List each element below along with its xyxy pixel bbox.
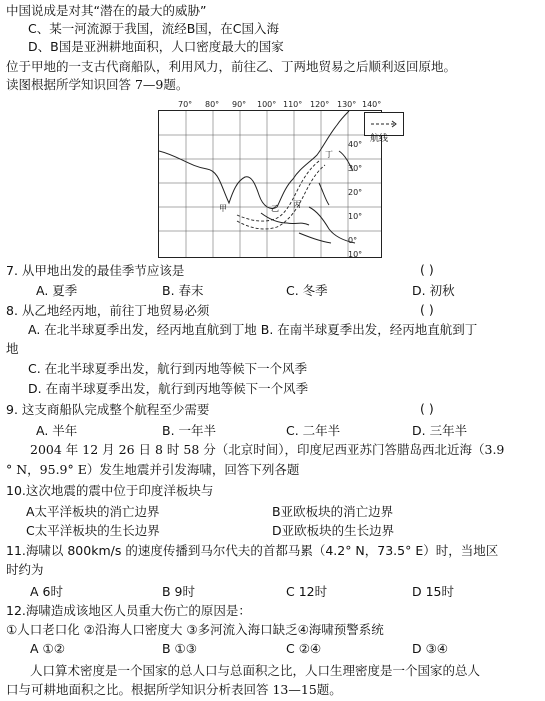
- q10-option-c: C太平洋板块的生长边界: [26, 523, 160, 538]
- place-label-bing: 丙: [293, 200, 301, 209]
- q9-option-b: B. 一年半: [162, 423, 217, 438]
- lat-tick: 0°: [348, 236, 358, 245]
- q10-option-d: D亚欧板块的生长边界: [272, 523, 395, 538]
- lon-tick: 100°: [257, 100, 277, 109]
- q10-option-b: B亚欧板块的消亡边界: [272, 504, 394, 519]
- lon-tick: 140°: [362, 100, 382, 109]
- question-9-stem: 9. 这支商船队完成整个航程至少需要: [6, 402, 210, 417]
- lat-tick: 20°: [348, 188, 363, 197]
- q7-option-b: B. 春末: [162, 283, 204, 298]
- lon-tick: 90°: [232, 100, 247, 109]
- option-d: D、B国是亚洲耕地面积，人口密度最大的国家: [28, 39, 284, 54]
- earthquake-intro-line2: ° N，95.9° E）发生地震并引发海啸，回答下列各题: [6, 462, 300, 477]
- q11-option-a: A 6时: [30, 584, 63, 599]
- question-10-stem: 10.这次地震的震中位于印度洋板块与: [6, 483, 214, 498]
- q8-option-a-b: A. 在北半球夏季出发，经丙地直航到丁地 B. 在南半球夏季出发，经丙地直航到丁: [28, 322, 478, 337]
- question-11-stem: 11.海啸以 800km/s 的速度传播到马尔代夫的首都马累（4.2° N，73.5° E）时，当地区: [6, 543, 499, 558]
- q9-option-a: A. 半年: [36, 423, 78, 438]
- lat-tick: 40°: [348, 140, 363, 149]
- lat-tick: 10°: [348, 250, 363, 259]
- q7-option-a: A. 夏季: [36, 283, 78, 298]
- answer-bracket: ( ): [420, 262, 434, 277]
- question-12-stem: 12.海啸造成该地区人员重大伤亡的原因是：: [6, 603, 251, 618]
- q12-option-d: D ③④: [412, 641, 449, 656]
- lon-tick: 120°: [310, 100, 330, 109]
- question-7-stem: 7. 从甲地出发的最佳季节应该是: [6, 263, 185, 278]
- density-intro-line2: 口与可耕地面积之比。根据所学知识分析表回答 13—15题。: [6, 682, 342, 697]
- option-c: C、某一河流源于我国，流经B国，在C国入海: [28, 21, 280, 36]
- q8-option-b-cont: 地: [6, 341, 19, 356]
- q11-option-c: C 12时: [286, 584, 328, 599]
- q8-option-c: C. 在北半球夏季出发，航行到丙地等候下一个风季: [28, 361, 308, 376]
- answer-bracket: ( ): [420, 401, 434, 416]
- place-label-ding: 丁: [325, 150, 333, 159]
- q8-option-d: D. 在南半球夏季出发，航行到丙地等候下一个风季: [28, 381, 309, 396]
- lat-tick: 30°: [348, 164, 363, 173]
- place-label-jia: 甲: [219, 204, 227, 213]
- q9-option-c: C. 二年半: [286, 423, 341, 438]
- map-question-instruction: 读图根据所学知识回答 7—9题。: [6, 77, 189, 92]
- q11-option-b: B 9时: [162, 584, 196, 599]
- q7-option-d: D. 初秋: [412, 283, 455, 298]
- map-question-intro: 位于甲地的一支古代商船队，利用风力，前往乙、丁两地贸易之后顺利返回原地。: [6, 59, 457, 74]
- q12-option-a: A ①②: [30, 641, 65, 656]
- density-intro-line1: 人口算术密度是一个国家的总人口与总面积之比，人口生理密度是一个国家的总人: [30, 663, 481, 678]
- place-label-yi: 乙: [271, 204, 279, 213]
- answer-bracket: ( ): [420, 302, 434, 317]
- earthquake-intro-line1: 2004 年 12 月 26 日 8 时 58 分（北京时间），印度尼西亚苏门答腊岛西北近海（3.9: [30, 442, 505, 457]
- lon-tick: 80°: [205, 100, 220, 109]
- lon-tick: 110°: [283, 100, 303, 109]
- question-11-stem-cont: 时约为: [6, 562, 44, 577]
- lon-tick: 70°: [178, 100, 193, 109]
- q12-option-c: C ②④: [286, 641, 322, 656]
- q11-option-d: D 15时: [412, 584, 455, 599]
- lon-tick: 130°: [337, 100, 357, 109]
- q12-option-b: B ①③: [162, 641, 197, 656]
- q9-option-d: D. 三年半: [412, 423, 468, 438]
- q7-option-c: C. 冬季: [286, 283, 328, 298]
- question-8-stem: 8. 从乙地经丙地，前往丁地贸易必须: [6, 303, 210, 318]
- question-12-items: ①人口老口化 ②沿海人口密度大 ③多河流入海口缺乏④海啸预警系统: [6, 622, 384, 637]
- legend-label: 航线: [370, 134, 389, 144]
- continued-option-text: 中国说成是对其“潜在的最大的威胁”: [6, 3, 207, 18]
- q10-option-a: A太平洋板块的消亡边界: [26, 504, 160, 519]
- lat-tick: 10°: [348, 212, 363, 221]
